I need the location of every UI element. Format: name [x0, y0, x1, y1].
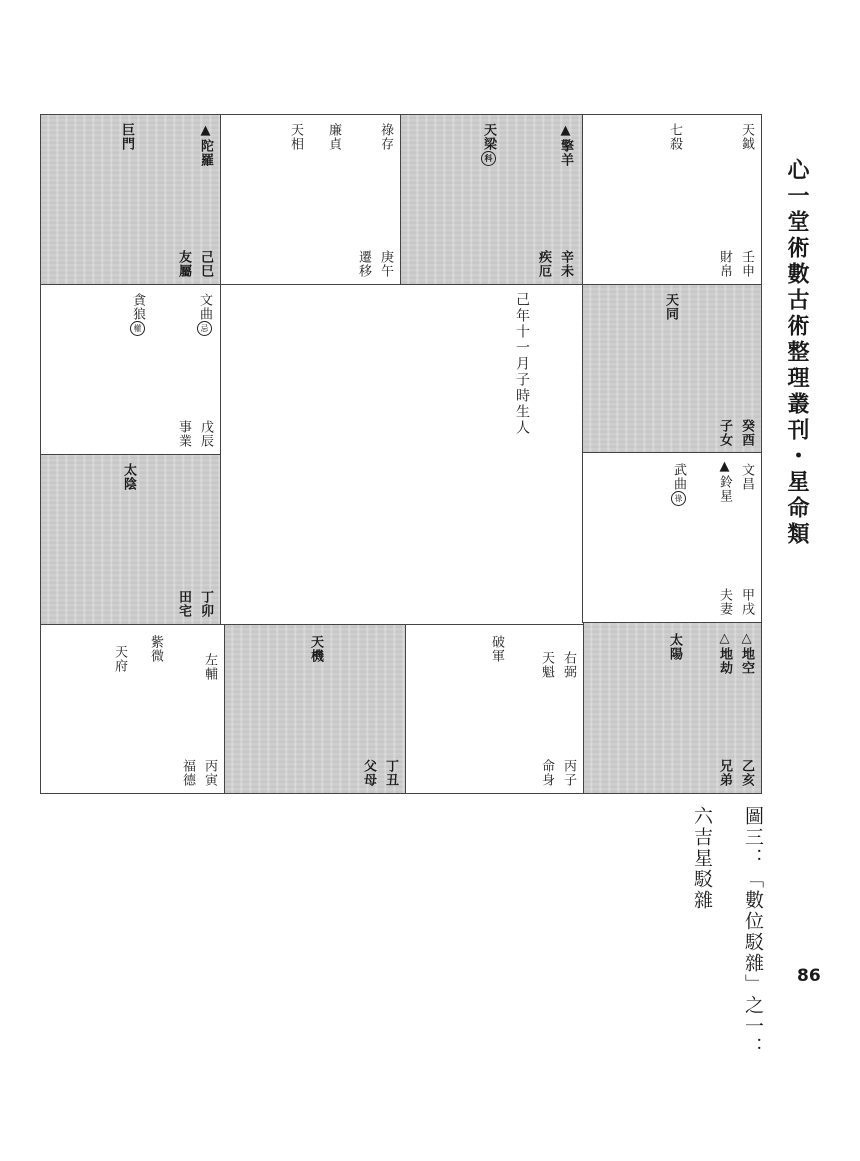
aux-star: △地空	[739, 631, 754, 675]
stem-branch: 癸酉	[739, 419, 754, 447]
stem-branch: 乙亥	[739, 759, 754, 787]
series-title: 心一堂術數古術整理叢刊・星命類	[784, 158, 809, 548]
palace-hai	[583, 622, 762, 794]
palace-shen	[582, 114, 762, 285]
stem-branch: 戊辰	[198, 420, 213, 448]
stem-branch: 甲戌	[739, 588, 754, 616]
main-star: 天相	[288, 123, 303, 151]
palace-name: 子女	[717, 419, 732, 447]
stem-branch: 辛未	[558, 250, 573, 278]
main-star: 紫微	[148, 635, 163, 663]
aux-star: ▲陀羅	[198, 123, 213, 167]
stem-branch: 己巳	[198, 250, 213, 278]
palace-wei	[400, 114, 583, 285]
palace-chen	[40, 284, 221, 455]
palace-name: 福德	[180, 759, 195, 787]
stem-branch: 庚午	[378, 250, 393, 278]
stem-branch: 壬申	[739, 250, 754, 278]
main-star: 天梁科	[481, 123, 496, 166]
stem-branch: 丁丑	[383, 759, 398, 787]
main-star: 巨門	[119, 123, 134, 151]
aux-star: 右弼	[561, 651, 576, 679]
main-star: 天同	[663, 293, 678, 321]
aux-star: 左輔	[202, 653, 217, 681]
palace-wu	[220, 114, 401, 285]
page-number: 86	[797, 966, 821, 986]
palace-zi	[405, 624, 584, 794]
palace-name: 財帛	[717, 250, 732, 278]
palace-name: 田宅	[176, 590, 191, 618]
palace-name: 兄弟	[717, 759, 732, 787]
aux-star: ▲鈴星	[717, 459, 732, 503]
aux-star: ▲擎羊	[558, 123, 573, 167]
palace-you	[582, 284, 762, 454]
aux-star: 文昌	[739, 463, 754, 491]
main-star: 破軍	[489, 635, 504, 663]
palace-si	[40, 114, 221, 285]
main-star: 七殺	[667, 123, 682, 151]
main-star: 武曲祿	[671, 463, 686, 506]
transform-mark: 忌	[197, 321, 212, 336]
main-star: 太陽	[667, 633, 682, 661]
palace-xu	[582, 452, 762, 623]
stem-branch: 丙寅	[202, 759, 217, 787]
main-star: 天府	[112, 645, 127, 673]
palace-chou	[224, 624, 406, 794]
stem-branch: 丙子	[561, 759, 576, 787]
birth-info: 己年十一月子時生人	[514, 292, 530, 436]
figure-caption-sub: 六吉星駁雜	[691, 806, 713, 911]
aux-star: 天魁	[539, 651, 554, 679]
aux-star: 祿存	[378, 123, 393, 151]
stem-branch: 丁卯	[198, 590, 213, 618]
transform-mark: 科	[481, 151, 496, 166]
aux-star: 文曲忌	[197, 293, 212, 336]
transform-mark: 祿	[671, 491, 686, 506]
aux-star: △地劫	[717, 631, 732, 675]
palace-yin	[40, 624, 225, 794]
transform-mark: 權	[130, 321, 145, 336]
palace-name: 疾厄	[536, 250, 551, 278]
palace-mao	[40, 454, 221, 625]
main-star: 貪狼權	[130, 293, 145, 336]
palace-name: 事業	[176, 420, 191, 448]
palace-name: 父母	[361, 759, 376, 787]
main-star: 廉貞	[326, 123, 341, 151]
palace-name: 夫妻	[717, 588, 732, 616]
aux-star: 天鉞	[739, 123, 754, 151]
main-star: 天機	[308, 635, 323, 663]
palace-name: 遷移	[356, 250, 371, 278]
main-star: 太陰	[121, 463, 136, 491]
figure-caption: 圖三：「數位駁雜」之一：	[742, 806, 764, 1058]
palace-name: 命身	[539, 759, 554, 787]
palace-name: 友屬	[176, 250, 191, 278]
